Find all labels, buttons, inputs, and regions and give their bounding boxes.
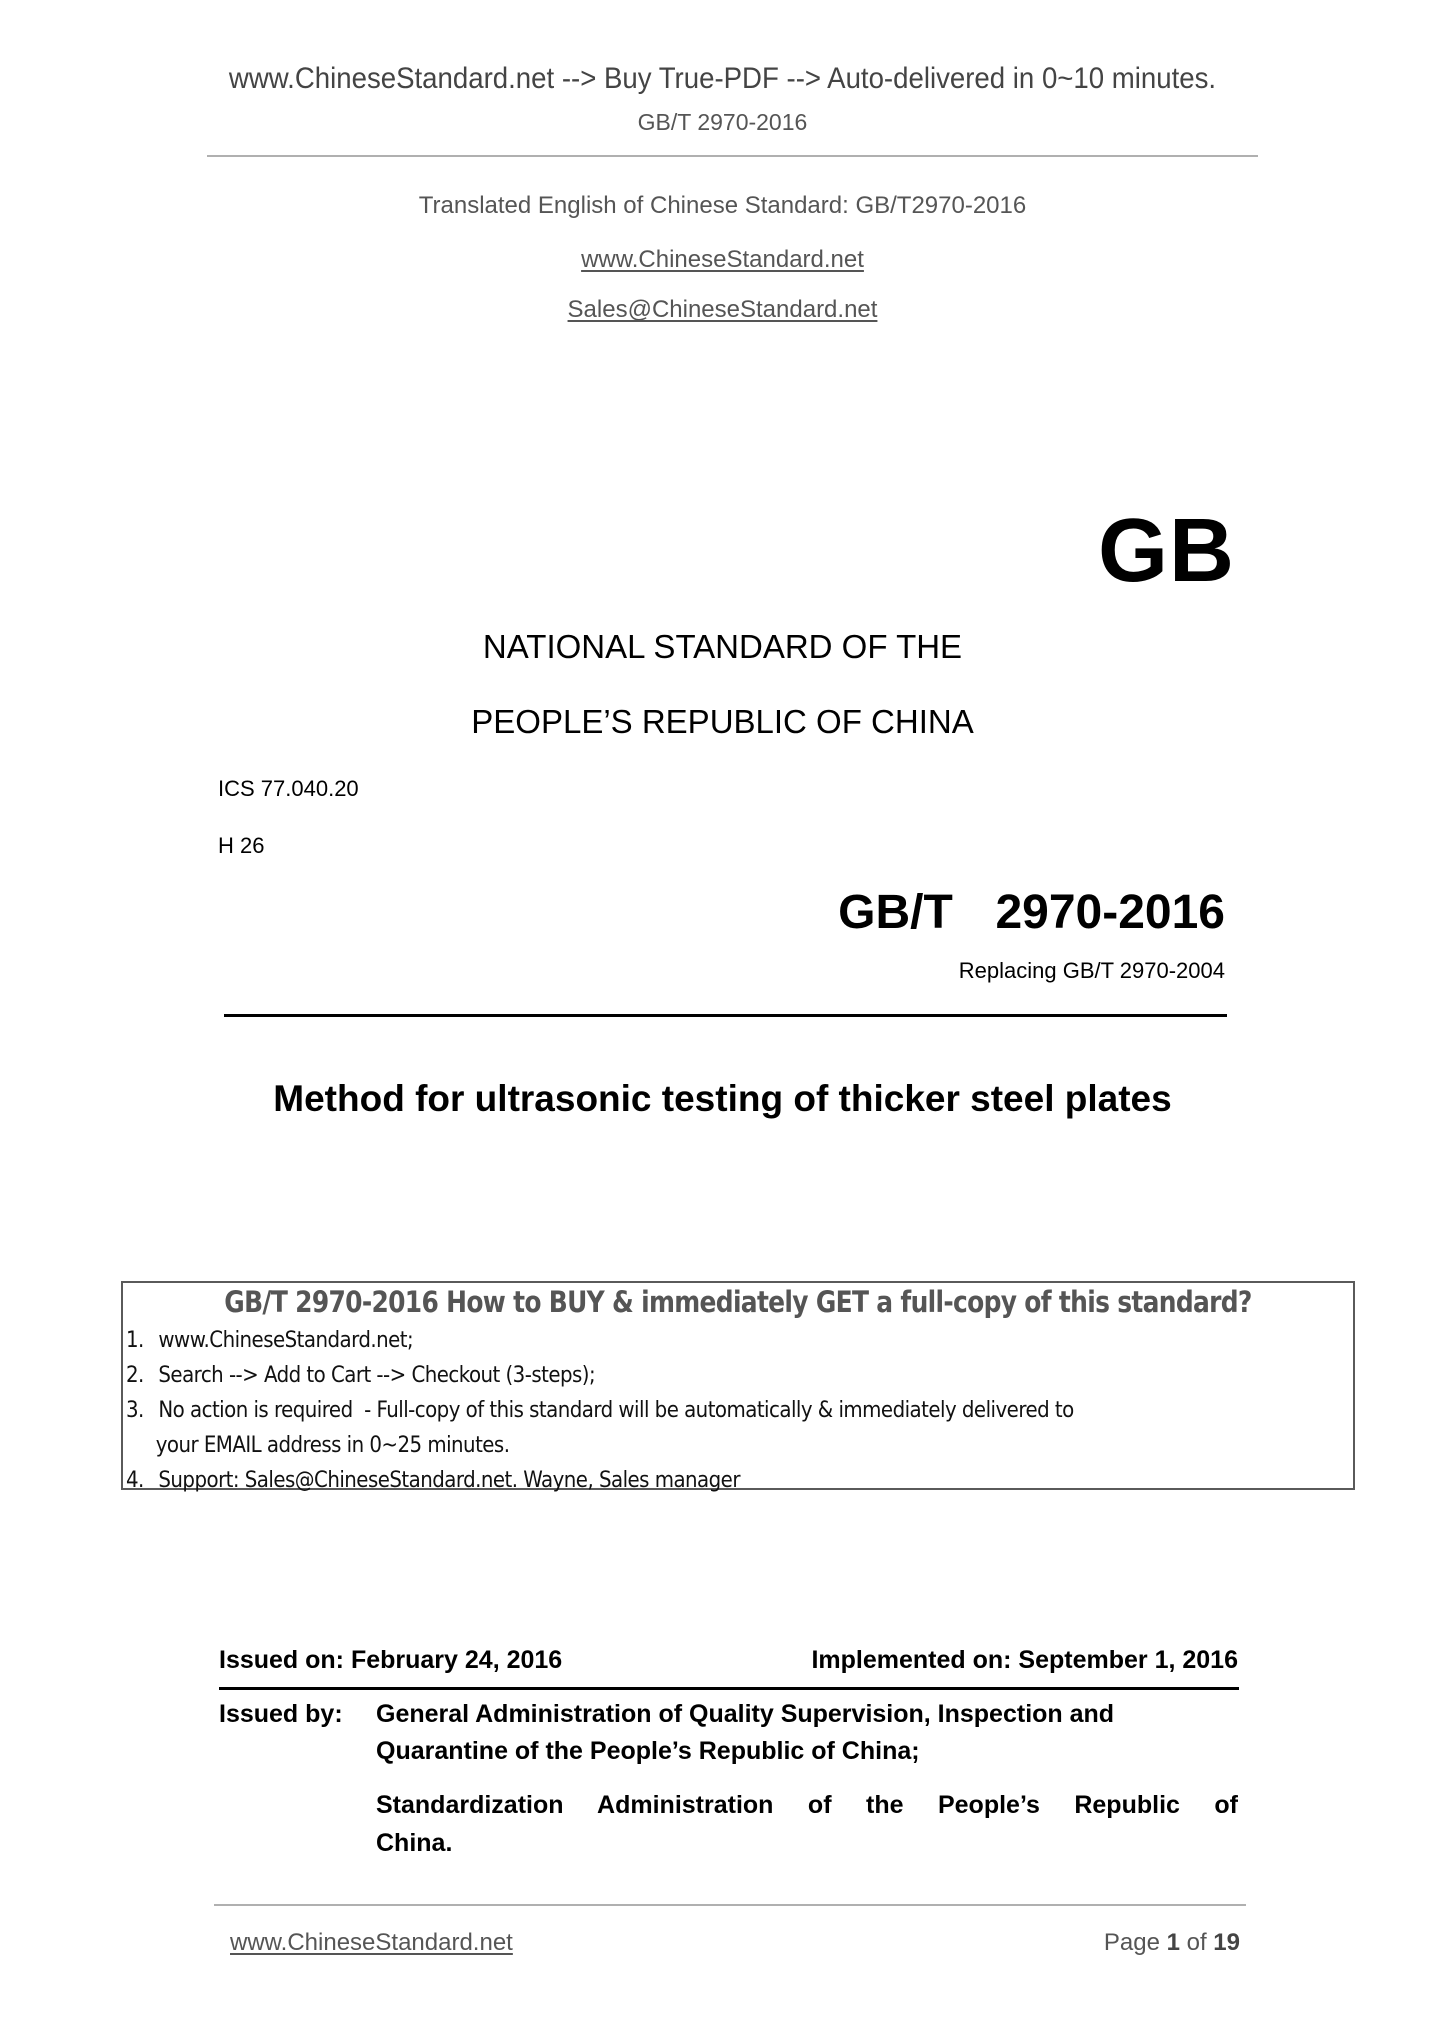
page-of: of	[1179, 1929, 1214, 1956]
translated-caption: Translated English of Chinese Standard: GB/T2970-2016	[418, 192, 1027, 219]
email-link[interactable]: Sales@ChineseStandard.net	[567, 296, 878, 323]
header-banner: www.ChineseStandard.net --> Buy True-PDF --> Auto-delivered in 0~10 minutes.	[228, 62, 1217, 95]
document-title: Method for ultrasonic testing of thicker steel plates	[273, 1078, 1172, 1119]
step-number: 3.	[126, 1398, 144, 1423]
website-link-wrapper	[0, 246, 1445, 274]
issued-by-label: Issued by:	[219, 1700, 343, 1728]
purchase-step-continuation	[126, 1428, 1074, 1463]
header-divider	[207, 155, 1258, 157]
purchase-step	[126, 1463, 1074, 1498]
issue-divider	[219, 1687, 1239, 1690]
footer-website-link[interactable]: www.ChineseStandard.net	[230, 1929, 513, 1956]
step-number: 2.	[126, 1363, 144, 1388]
step-text: www.ChineseStandard.net;	[158, 1328, 414, 1353]
step-text: Search --> Add to Cart --> Checkout (3-steps);	[158, 1363, 596, 1388]
implemented-on-date: Implemented on: September 1, 2016	[811, 1646, 1238, 1674]
category-code: H 26	[218, 833, 265, 858]
page-indicator	[1104, 1929, 1240, 1957]
step-text: your EMAIL address in 0~25 minutes.	[155, 1433, 510, 1458]
purchase-info-box	[121, 1281, 1355, 1493]
purchase-step	[126, 1323, 1074, 1358]
title-divider	[224, 1014, 1227, 1017]
issuer-2-line-1: Standardization Administration of the People’s Republic of	[376, 1791, 1238, 1819]
issuer-2-line-2: China.	[376, 1829, 453, 1857]
ics-code: ICS 77.040.20	[218, 776, 359, 801]
step-number: 1.	[126, 1328, 144, 1353]
issuer-1-line-1: General Administration of Quality Supervision, Inspection and	[376, 1700, 1115, 1728]
purchase-step	[126, 1358, 1074, 1393]
step-text: Support: Sales@ChineseStandard.net. Wayne, Sales manager	[158, 1468, 740, 1493]
header-doc-code: GB/T 2970-2016	[637, 109, 808, 135]
purchase-steps	[126, 1323, 1179, 1498]
purchase-heading: GB/T 2970-2016 How to BUY & immediately GET a full-copy of this standard?	[224, 1285, 1252, 1319]
step-text: No action is required - Full-copy of this standard will be automatically & immediately delivered to	[158, 1398, 1074, 1423]
gb-logo: GB	[1098, 501, 1235, 601]
page-current: 1	[1166, 1929, 1180, 1956]
replacing-note: Replacing GB/T 2970-2004	[958, 958, 1225, 983]
national-standard-line2: PEOPLE’S REPUBLIC OF CHINA	[471, 703, 974, 740]
issuer-1-line-2: Quarantine of the People’s Republic of China;	[376, 1737, 920, 1765]
step-number: 4.	[126, 1468, 144, 1493]
page-total: 19	[1213, 1929, 1240, 1956]
footer-link-wrapper	[230, 1929, 513, 1957]
national-standard-line1: NATIONAL STANDARD OF THE	[482, 628, 963, 665]
issued-on-date: Issued on: February 24, 2016	[219, 1646, 563, 1674]
website-link[interactable]: www.ChineseStandard.net	[581, 246, 864, 273]
footer-divider	[214, 1904, 1246, 1906]
page-prefix: Page	[1103, 1929, 1167, 1956]
standard-code: GB/T 2970-2016	[838, 886, 1225, 939]
email-link-wrapper	[0, 296, 1445, 324]
purchase-step	[126, 1393, 1074, 1428]
